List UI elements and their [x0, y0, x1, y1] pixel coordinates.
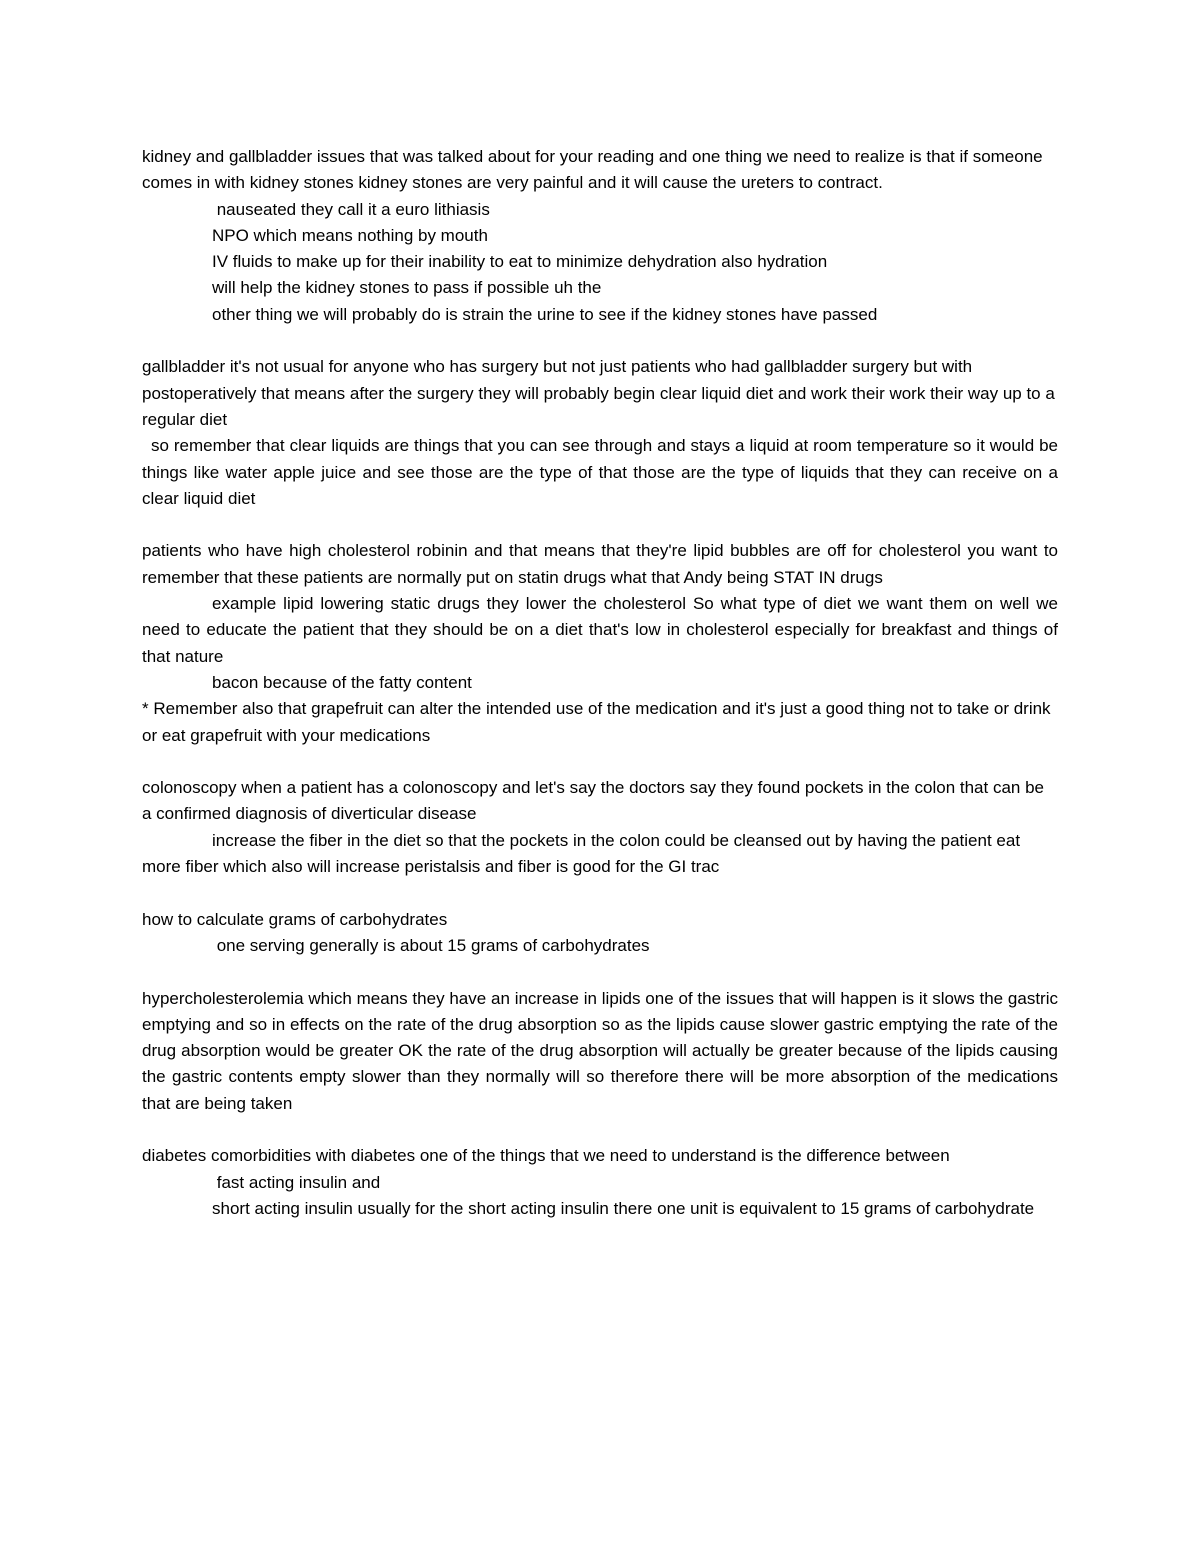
note-pass-stones: will help the kidney stones to pass if possible uh the	[212, 278, 602, 298]
paragraph-clear-liquids: so remember that clear liquids are things that you can see through and stays a liquid at room temperature so it would be things like water apple juice and see those are the type of that those are the type of liquids that they can receive on a clear liquid diet	[142, 436, 1058, 508]
paragraph-kidney-intro: kidney and gallbladder issues that was talked about for your reading and one thing we need to realize is that if someone comes in with kidney stones kidney stones are very painful and it will cause the ureters to contract.	[142, 147, 1043, 193]
section-hypercholesterolemia	[142, 986, 1058, 1117]
section-carbohydrates	[142, 907, 1058, 960]
paragraph-gap	[142, 512, 1058, 538]
paragraph-fiber: increase the fiber in the diet so that the pockets in the colon could be cleansed out by having the patient eat more fiber which also will increase peristalsis and fiber is good for the GI trac	[142, 830, 1021, 877]
paragraph-colonoscopy: colonoscopy when a patient has a colonoscopy and let's say the doctors say they found pockets in the colon that can be a confirmed diagnosis of diverticular disease	[142, 778, 1044, 824]
paragraph-statin-drugs: patients who have high cholesterol robinin and that means that they're lipid bubbles are off for cholesterol you want to remember that these patients are normally put on statin drugs what that Andy being STAT IN drugs	[142, 541, 1058, 587]
document-body	[142, 144, 1058, 1222]
paragraph-grapefruit: * Remember also that grapefruit can alter the intended use of the medication and it's just a good thing not to take or drink or eat grapefruit with your medications	[142, 699, 1051, 745]
paragraph-carbohydrates: how to calculate grams of carbohydrates	[142, 909, 448, 929]
paragraph-hypercholesterolemia: hypercholesterolemia which means they have an increase in lipids one of the issues that will happen is it slows the gastric emptying and so in effects on the rate of the drug absorption so as the lipids cause slower gastric emptying the rate of the drug absorption would be greater OK the rate of the drug absorption will actually be greater because of the lipids causing the gastric contents empty slower than they normally will so therefore there will be more absorption of the medications that are being taken	[142, 988, 1058, 1113]
paragraph-gap	[142, 959, 1058, 985]
section-diabetes	[142, 1143, 1058, 1222]
paragraph-gap	[142, 880, 1058, 906]
paragraph-gallbladder-surgery: gallbladder it's not usual for anyone who has surgery but not just patients who had gallbladder surgery but with postoperatively that means after the surgery they will probably begin clear liquid diet and work their work their way up to a regular diet	[142, 357, 1055, 429]
note-iv-fluids: IV fluids to make up for their inability to eat to minimize dehydration also hydration	[212, 252, 828, 272]
note-serving: one serving generally is about 15 grams of carbohydrates	[212, 935, 650, 955]
paragraph-lipid-lowering: example lipid lowering static drugs they lower the cholesterol So what type of diet we want them on well we need to educate the patient that they should be on a diet that's low in cholesterol especially for breakfast and things of that nature	[142, 594, 1058, 666]
paragraph-gap	[142, 328, 1058, 354]
note-npo: NPO which means nothing by mouth	[212, 225, 488, 245]
note-strain-urine: other thing we will probably do is strain the urine to see if the kidney stones have passed	[212, 304, 878, 324]
note-euro-lithiasis: nauseated they call it a euro lithiasis	[212, 199, 490, 219]
section-colonoscopy	[142, 775, 1058, 880]
paragraph-short-acting: short acting insulin usually for the short acting insulin there one unit is equivalent to 15 grams of carbohydrate	[212, 1198, 1035, 1218]
paragraph-gap	[142, 749, 1058, 775]
section-kidney-stones	[142, 144, 1058, 328]
paragraph-diabetes: diabetes comorbidities with diabetes one of the things that we need to understand is the difference between	[142, 1146, 950, 1166]
note-bacon: bacon because of the fatty content	[212, 672, 472, 692]
section-cholesterol	[142, 538, 1058, 748]
paragraph-gap	[142, 1117, 1058, 1143]
section-gallbladder	[142, 354, 1058, 512]
note-fast-acting: fast acting insulin and	[212, 1172, 381, 1192]
